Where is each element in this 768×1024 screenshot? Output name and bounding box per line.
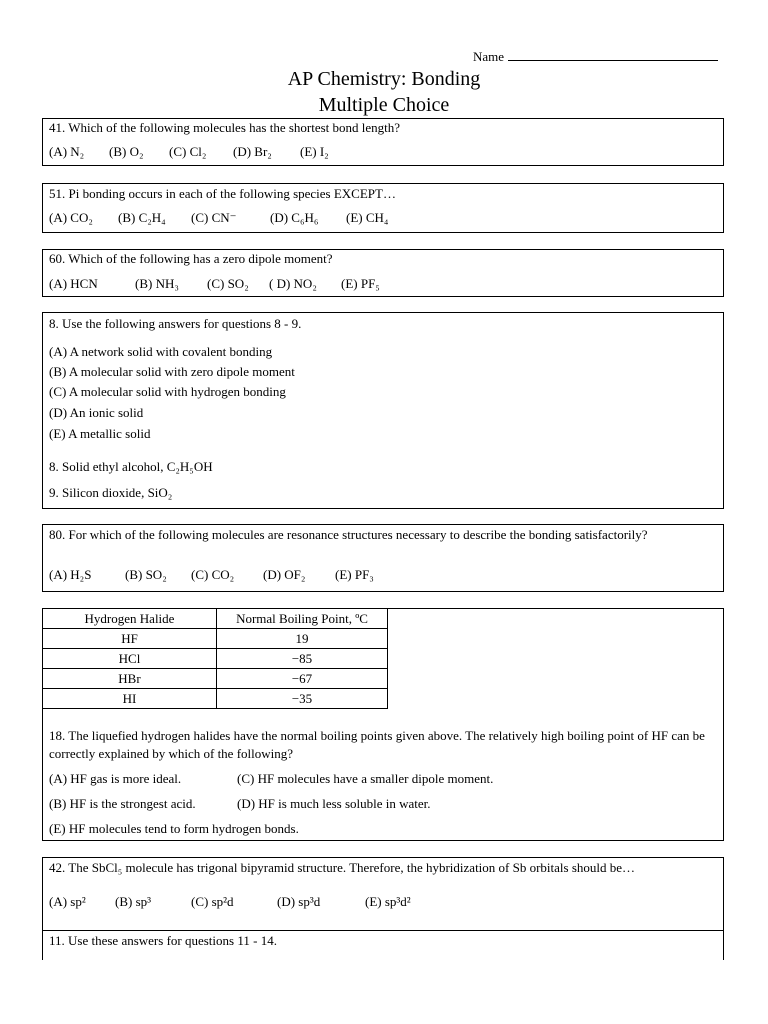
option-c[interactable]: (C) HF molecules have a smaller dipole moment. [237,771,494,786]
table-cell: −35 [217,689,388,709]
option-d[interactable]: (D) sp³d [277,894,321,909]
table-cell: 19 [217,629,388,649]
name-label: Name [473,49,505,64]
page-title: AP Chemistry: Bonding [287,68,481,90]
option-c[interactable]: (C) sp²d [191,894,234,909]
question-42-stem: 42. The SbCl₅ molecule has trigonal bipyramid structure. Therefore, the hybridization of Sb orbitals should be… [49,860,636,875]
table-header-row [43,609,388,629]
answer-choice-d: (D) An ionic solid [49,405,144,420]
option-e[interactable]: (E) I₂ [300,144,329,159]
option-b[interactable]: (B) SO₂ [125,567,167,582]
option-b[interactable]: (B) C₂H₄ [118,210,166,225]
question-11-stem: 11. Use these answers for questions 11 - 14. [49,933,277,948]
option-e[interactable]: (E) HF molecules tend to form hydrogen bonds. [49,821,299,836]
table-cell: HCl [43,649,217,669]
option-a[interactable]: (A) HCN [49,276,98,291]
table-cell: −85 [217,649,388,669]
question-60 [42,249,724,297]
question-51-options [49,210,388,226]
option-d[interactable]: ( D) NO₂ [269,276,317,291]
option-b[interactable]: (B) NH₃ [135,276,179,291]
option-a[interactable]: (A) N₂ [49,144,85,159]
question-41-options [49,144,329,160]
option-e[interactable]: (E) PF₃ [335,567,374,582]
option-d[interactable]: (D) C₆H₆ [270,210,319,225]
question-51 [42,183,724,233]
option-e[interactable]: (E) PF₅ [341,276,380,291]
table-cell: HF [43,629,217,649]
table-row [43,649,388,669]
option-a[interactable]: (A) CO₂ [49,210,93,225]
question-41 [42,118,724,166]
question-11 [42,930,724,960]
question-18-stem: 18. The liquefied hydrogen halides have the normal boiling points given above. The relatively high boiling point of HF can be correctly explained by which of the following? [49,728,705,761]
option-c[interactable]: (C) CO₂ [191,567,235,582]
question-41-stem: 41. Which of the following molecules has the shortest bond length? [49,120,401,135]
answer-choice-a: (A) A network solid with covalent bonding [49,344,273,359]
name-field [473,48,718,65]
question-80 [42,524,724,592]
option-a[interactable]: (A) H₂S [49,567,92,582]
answer-choice-c: (C) A molecular solid with hydrogen bonding [49,384,286,399]
table-cell: HI [43,689,217,709]
question-8-9 [42,312,724,509]
question-80-stem: 80. For which of the following molecules are resonance structures necessary to describe the bonding satisfactorily? [49,527,648,542]
answer-choice-b: (B) A molecular solid with zero dipole moment [49,364,295,379]
question-8-item: 8. Solid ethyl alcohol, C₂H₅OH [49,459,213,474]
question-60-stem: 60. Which of the following has a zero dipole moment? [49,251,333,266]
table-header-boiling-point: Normal Boiling Point, ºC [217,609,388,629]
boiling-point-table [42,608,388,709]
question-9-item: 9. Silicon dioxide, SiO₂ [49,485,173,500]
question-80-options [49,567,374,583]
table-row [43,669,388,689]
name-blank[interactable] [508,48,718,61]
option-a[interactable]: (A) HF gas is more ideal. [49,771,182,786]
option-b[interactable]: (B) sp³ [115,894,152,909]
option-c[interactable]: (C) Cl₂ [169,144,207,159]
option-c[interactable]: (C) SO₂ [207,276,249,291]
table-row [43,689,388,709]
question-18 [42,608,724,841]
page-subtitle: Multiple Choice [318,94,450,116]
option-e[interactable]: (E) CH₄ [346,210,389,225]
option-a[interactable]: (A) sp² [49,894,86,909]
option-d[interactable]: (D) OF₂ [263,567,306,582]
question-42-options [49,894,411,910]
option-c[interactable]: (C) CN⁻ [191,210,237,225]
question-18-options-row2 [49,796,431,812]
option-d[interactable]: (D) Br₂ [233,144,272,159]
question-8-stem: 8. Use the following answers for questions 8 - 9. [49,316,302,331]
table-row [43,629,388,649]
option-e[interactable]: (E) sp³d² [365,894,411,909]
question-18-options-row1 [49,771,493,787]
option-b[interactable]: (B) HF is the strongest acid. [49,796,196,811]
answer-choice-e: (E) A metallic solid [49,426,151,441]
question-42 [42,857,724,931]
question-60-options [49,276,380,292]
table-cell: −67 [217,669,388,689]
table-header-halide: Hydrogen Halide [43,609,217,629]
option-b[interactable]: (B) O₂ [109,144,144,159]
question-51-stem: 51. Pi bonding occurs in each of the following species EXCEPT… [49,186,396,201]
option-d[interactable]: (D) HF is much less soluble in water. [237,796,431,811]
table-cell: HBr [43,669,217,689]
